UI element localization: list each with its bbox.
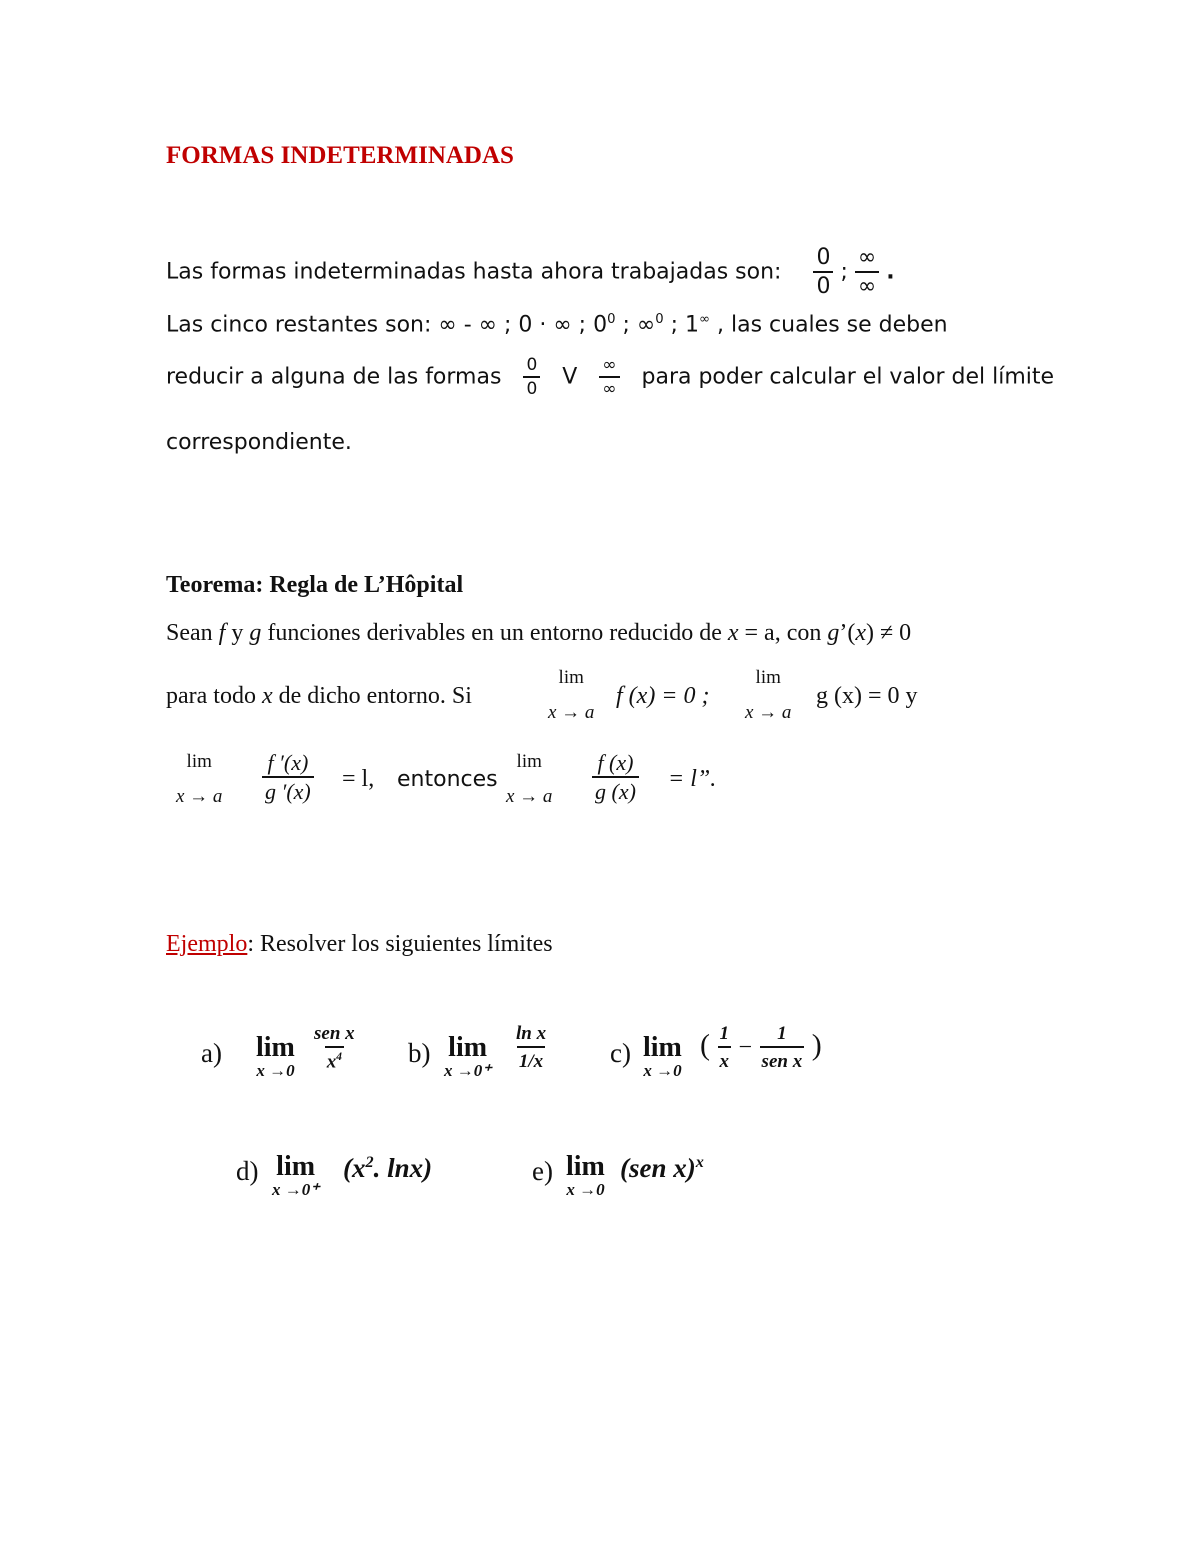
example-c-expression: ( $\frac{1}{x}$ − $\frac{1}{\text{sen x}}$ ) (700, 1023, 822, 1072)
example-b-limit: lim x →0⁺ (444, 1032, 492, 1080)
equals-l-conclusion: = l”. (668, 766, 717, 792)
theorem-heading: Teorema: Regla de L’Hôpital (166, 572, 464, 598)
limit-f-over-g: lim x → a (506, 751, 553, 807)
limit-g: lim x → a (745, 667, 792, 723)
equals-l: = l, (342, 766, 375, 792)
intro-line-1: Las formas indeterminadas hasta ahora trabajadas son: $\frac{0}{0}$ ; $\frac{\infty}{\infty}$ . (166, 245, 895, 299)
fraction-f-over-g: $\frac{f (x)}{g (x)}$ (592, 752, 639, 803)
limit-fprime-gprime: lim x → a (176, 751, 223, 807)
example-a-limit: lim x →0 (256, 1032, 295, 1080)
example-d-expression: ($x^2$. lnx) (343, 1153, 433, 1183)
fraction-inf-over-inf: $\frac{\infty}{\infty}$ (855, 247, 879, 298)
fraction-fprime-over-gprime: $\frac{f '(x)}{g '(x)}$ (262, 752, 314, 803)
limit-f: lim x → a (548, 667, 595, 723)
example-e-expression: (sen x)$^x$ (620, 1153, 704, 1183)
page-title: FORMAS INDETERMINADAS (166, 142, 514, 169)
limit-f-expression: f (x) = 0 ; (616, 683, 710, 709)
example-a-label: a) (201, 1038, 222, 1068)
example-e-limit: lim x →0 (566, 1151, 605, 1199)
example-label: Ejemplo (166, 931, 248, 957)
example-d-limit: lim x →0⁺ (272, 1151, 320, 1199)
example-c-limit: lim x →0 (643, 1032, 682, 1080)
example-b-label: b) (408, 1038, 431, 1068)
limit-g-expression: g (x) = 0 y (816, 683, 918, 709)
theorem-line-2: para todo x de dicho entorno. Si (166, 683, 472, 709)
theorem-line-1: Sean f y g funciones derivables en un entorno reducido de x = a, con g’(x) ≠ 0 (166, 620, 912, 646)
intro-text: Las formas indeterminadas hasta ahora trabajadas son: (166, 259, 782, 285)
example-d-label: d) (236, 1156, 259, 1186)
fraction-inf-over-inf-small: $\frac{\infty}{\infty}$ (599, 357, 619, 398)
example-heading: Ejemplo: Resolver los siguientes límites (166, 931, 553, 957)
entonces-word: entonces (397, 767, 498, 792)
example-e-label: e) (532, 1156, 553, 1186)
intro-line-4: correspondiente. (166, 430, 352, 455)
fraction-zero-over-zero: $\frac{0}{0}$ (813, 247, 833, 298)
intro-line-2: Las cinco restantes son: ∞ - ∞ ; 0 · ∞ ; $0^0$ ; ∞$^0$ ; 1∞ , las cuales se deben (166, 312, 948, 338)
example-a-fraction: $\frac{\text{sen x}}{x^4}$ (314, 1023, 355, 1073)
fraction-zero-over-zero-small: $\frac{0}{0}$ (523, 357, 540, 398)
intro-line-3: reducir a alguna de las formas $\frac{0}{0}$ V $\frac{\infty}{\infty}$ para poder calcular el valor del límite (166, 355, 1055, 399)
example-b-fraction: $\frac{\text{ln x}}{1/x}$ (516, 1023, 547, 1072)
example-c-label: c) (610, 1038, 631, 1068)
